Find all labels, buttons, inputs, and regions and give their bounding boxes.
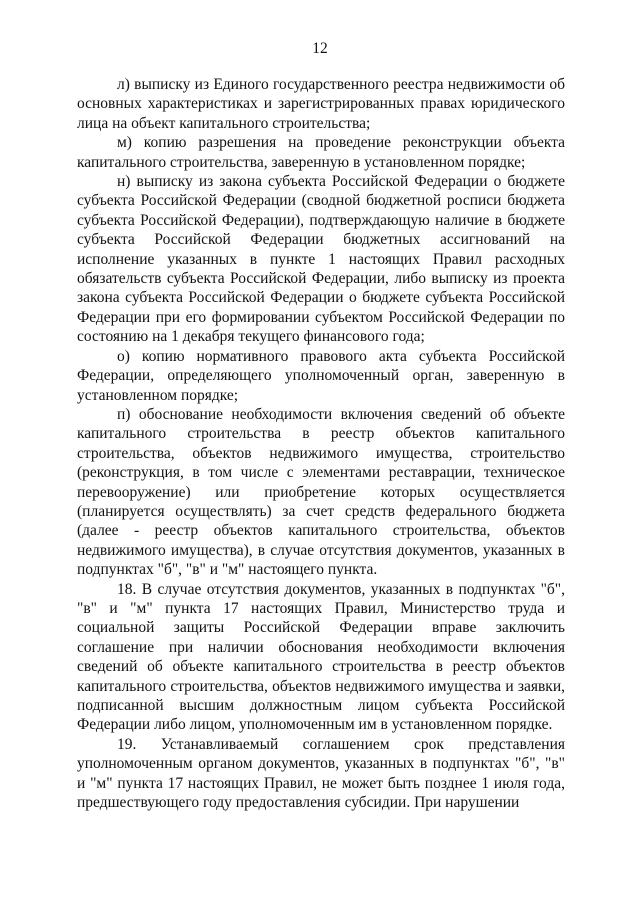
page-number: 12: [312, 40, 328, 57]
paragraph-n: н) выписку из закона субъекта Российской Федерации о бюджете субъекта Российской Федерации (сводной бюджетной росписи бюджета субъекта Российской Федерации), подтверждающую наличие в бюджете субъекта Российской Федерации бюджетных ассигнований на исполнение указанных в пункте 1 настоящих Правил расходных обязательств субъекта Российской Федерации, либо выписку из проекта закона субъекта Российской Федерации о бюджете субъекта Российской Федерации при его формировании субъектом Российской Федерации по состоянию на 1 декабря текущего финансового года;: [77, 173, 565, 346]
paragraph-l: л) выписку из Единого государственного реестра недвижимости об основных характеристиках и зарегистрированных правах юридического лица на объект капитального строительства;: [77, 76, 565, 132]
paragraph-18: 18. В случае отсутствия документов, указанных в подпунктах "б", "в" и "м" пункта 17 настоящих Правил, Министерство труда и социальной защиты Российской Федерации вправе заключить соглашение при наличии обоснования необходимости включения сведений об объекте капитального строительства в реестр объектов капитального строительства, объектов недвижимого имущества и заявки, подписанной высшим должностным лицом субъекта Российской Федерации либо лицом, уполномоченным им в установленном порядке.: [77, 580, 565, 734]
paragraph-o: о) копию нормативного правового акта субъекта Российской Федерации, определяющего уполномоченный орган, заверенную в установленном порядке;: [77, 347, 565, 404]
document-body: [77, 75, 565, 812]
paragraph-p: п) обоснование необходимости включения сведений об объекте капитального строительства в реестр объектов капитального строительства, объектов недвижимого имущества, строительство (реконструкция, в том числе с элементами реставрации, техническое перевооружение) или приобретение которых осуществляется (планируется осуществлять) за счет средств федерального бюджета (далее - реестр объектов капитального строительства, объектов недвижимого имущества), в случае отсутствия документов, указанных в подпунктах "б", "в" и "м" настоящего пункта.: [77, 405, 565, 579]
paragraph-19: 19. Устанавливаемый соглашением срок представления уполномоченным органом документов, указанных в подпунктах "б", "в" и "м" пункта 17 настоящих Правил, не может быть позднее 1 июля года, предшествующего году предоставления субсидии. При нарушении: [77, 735, 565, 812]
paragraph-m: м) копию разрешения на проведение реконструкции объекта капитального строительства, заверенную в установленном порядке;: [77, 134, 565, 171]
